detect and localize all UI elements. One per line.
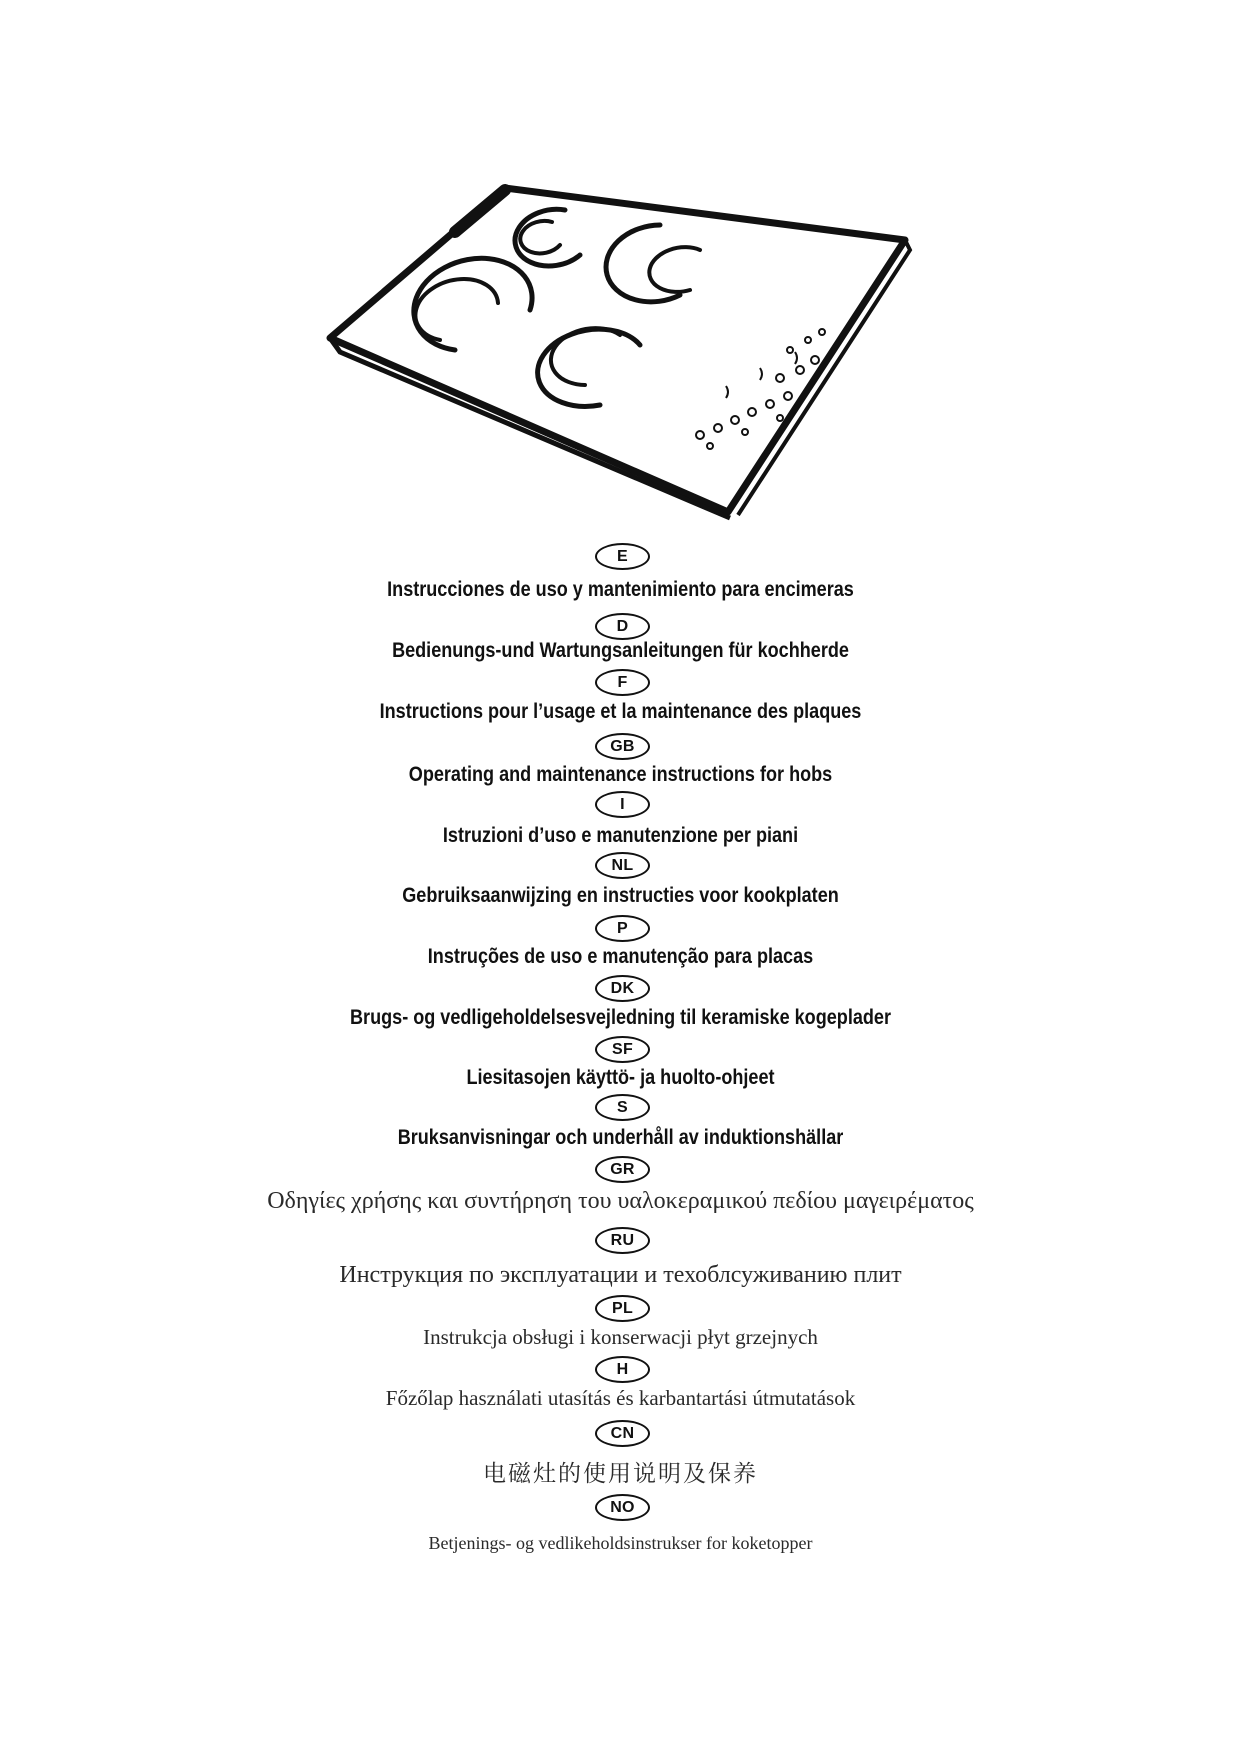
- language-code-badge-gr: GR: [595, 1156, 650, 1183]
- manual-title-gb: Operating and maintenance instructions for hobs: [408, 763, 833, 786]
- manual-title-e: Instrucciones de uso y mantenimiento para encimeras: [387, 578, 854, 601]
- manual-title-sf: Liesitasojen käyttö- ja huolto-ohjeet: [466, 1066, 775, 1089]
- language-code-badge-dk: DK: [595, 975, 650, 1002]
- language-code-badge-p: P: [595, 915, 650, 942]
- language-code-badge-ru: RU: [595, 1227, 650, 1254]
- language-code-badge-no: NO: [595, 1494, 650, 1521]
- language-code-badge-d: D: [595, 613, 650, 640]
- language-code-badge-nl: NL: [595, 852, 650, 879]
- language-code-badge-sf: SF: [595, 1036, 650, 1063]
- manual-title-cn: 电磁灶的使用说明及保养: [483, 1461, 758, 1487]
- manual-title-h: Főzőlap használati utasítás és karbantartási útmutatások: [385, 1386, 856, 1410]
- language-code-badge-pl: PL: [595, 1295, 650, 1322]
- language-code-badge-e: E: [595, 543, 650, 570]
- manual-title-i: Istruzioni d’uso e manutenzione per piani: [442, 824, 799, 847]
- manual-title-f: Instructions pour l’usage et la maintenance des plaques: [379, 700, 862, 723]
- language-code-badge-h: H: [595, 1356, 650, 1383]
- language-code-badge-f: F: [595, 669, 650, 696]
- manual-title-p: Instruções de uso e manutenção para placas: [427, 945, 814, 968]
- language-code-badge-i: I: [595, 791, 650, 818]
- manual-title-ru: Инструкция по эксплуатации и техоблсуживанию плит: [339, 1262, 902, 1288]
- manual-title-pl: Instrukcja obsługi i konserwacji płyt grzejnych: [423, 1325, 818, 1349]
- language-code-badge-gb: GB: [595, 733, 650, 760]
- manual-title-dk: Brugs- og vedligeholdelsesvejledning til keramiske kogeplader: [350, 1006, 891, 1029]
- manual-title-no: Betjenings- og vedlikeholdsinstrukser for koketopper: [428, 1533, 813, 1553]
- manual-title-nl: Gebruiksaanwijzing en instructies voor kookplaten: [402, 884, 839, 907]
- manual-title-gr: Οδηγίες χρήσης και συντήρηση του υαλοκεραμικού πεδίου μαγειρέματος: [267, 1188, 974, 1214]
- manual-title-d: Bedienungs-und Wartungsanleitungen für kochherde: [392, 639, 849, 662]
- language-code-badge-cn: CN: [595, 1420, 650, 1447]
- manual-title-s: Bruksanvisningar och underhåll av induktionshällar: [397, 1126, 844, 1149]
- language-code-badge-s: S: [595, 1094, 650, 1121]
